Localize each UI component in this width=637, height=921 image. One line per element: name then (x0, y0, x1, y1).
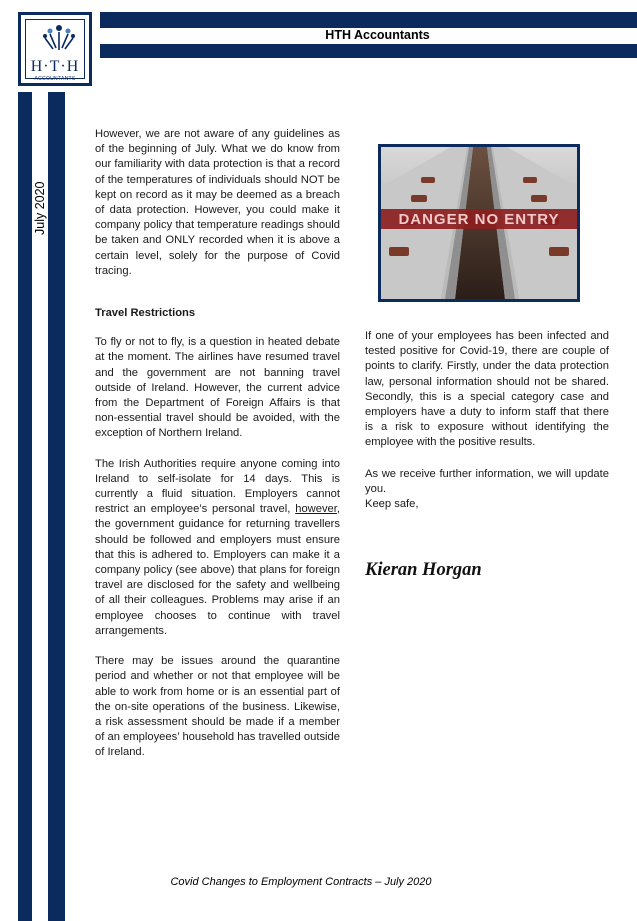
signature: Kieran Horgan (365, 560, 482, 580)
paragraph-quarantine: There may be issues around the quarantine period and whether or not that employee will be able to work from home or is an essential part of the on-site operations of the business. Likewise, a risk assessment should be made if a member of an employees’ household has travelled outside of Ireland. (95, 655, 340, 759)
right-column (365, 329, 609, 512)
left-column (95, 127, 340, 761)
logo-subtitle: ACCOUNTANTS (34, 76, 76, 82)
left-bar-inner (48, 92, 65, 921)
paragraph-infected: If one of your employees has been infected and tested positive for Covid-19, there are couple of points to clarify. Firstly, under the data protection law, personal information should not be shared. Secondly, this is a special category case and employers have a duty to inform staff that there is a risk to exposure without identifying the employee with the positive results. (365, 330, 609, 449)
footer: Covid Changes to Employment Contracts – July 2020 (170, 876, 432, 888)
paragraph-irish-authorities (95, 457, 340, 639)
heading-travel-restrictions: Travel Restrictions (95, 307, 196, 320)
paragraph-keep-safe: Keep safe, (365, 498, 419, 511)
side-date: July 2020 (33, 181, 47, 235)
family-tree-icon (39, 22, 79, 56)
paragraph-irish-authorities-b: , the government guidance for returning travellers should be followed and employers must ensure that this is adhered to. Employers can make it a company policy (see above) that plans for foreign travel are disclosed for the safety and wellbeing of all their colleagues. Problems may arise if an employee chooses to continue with travel arrangements. (95, 503, 340, 637)
logo-text: H·T·H (30, 58, 80, 75)
header-bar-bottom (100, 44, 637, 58)
header-bar-top (100, 12, 637, 28)
paragraph-further-info: As we receive further information, we will update you. (365, 467, 609, 495)
escalator-image (381, 147, 577, 299)
escalator-photo (378, 144, 580, 302)
paragraph-data-protection: However, we are not aware of any guidelines as of the beginning of July. What we do know from our familiarity with data protection is that a record of the temperatures of individuals should NOT be kept on record as it may be deemed as a breach of data protection. However, you could make it company policy that temperature readings should be taken and ONLY recorded when it is above a certain level, solely for the purpose of Covid tracing. (95, 128, 340, 277)
paragraph-irish-authorities-a: The Irish Authorities require anyone coming into Ireland to self-isolate for 14 days. This is currently a fluid situation. Employers cannot restrict an employee’s personal travel, (95, 457, 340, 516)
left-bar-outer (18, 92, 32, 921)
company-logo (18, 12, 92, 86)
danger-sign: DANGER NO ENTRY (398, 211, 560, 228)
paragraph-fly: To fly or not to fly, is a question in heated debate at the moment. The airlines have resumed travel and the government are not banning travel outside of Ireland. However, the current advice from the Department of Foreign Affairs is that non-essential travel should be avoided, with the exception of Northern Ireland. (95, 336, 340, 440)
header-title: HTH Accountants (325, 28, 430, 42)
underlined-however: however (295, 503, 337, 516)
